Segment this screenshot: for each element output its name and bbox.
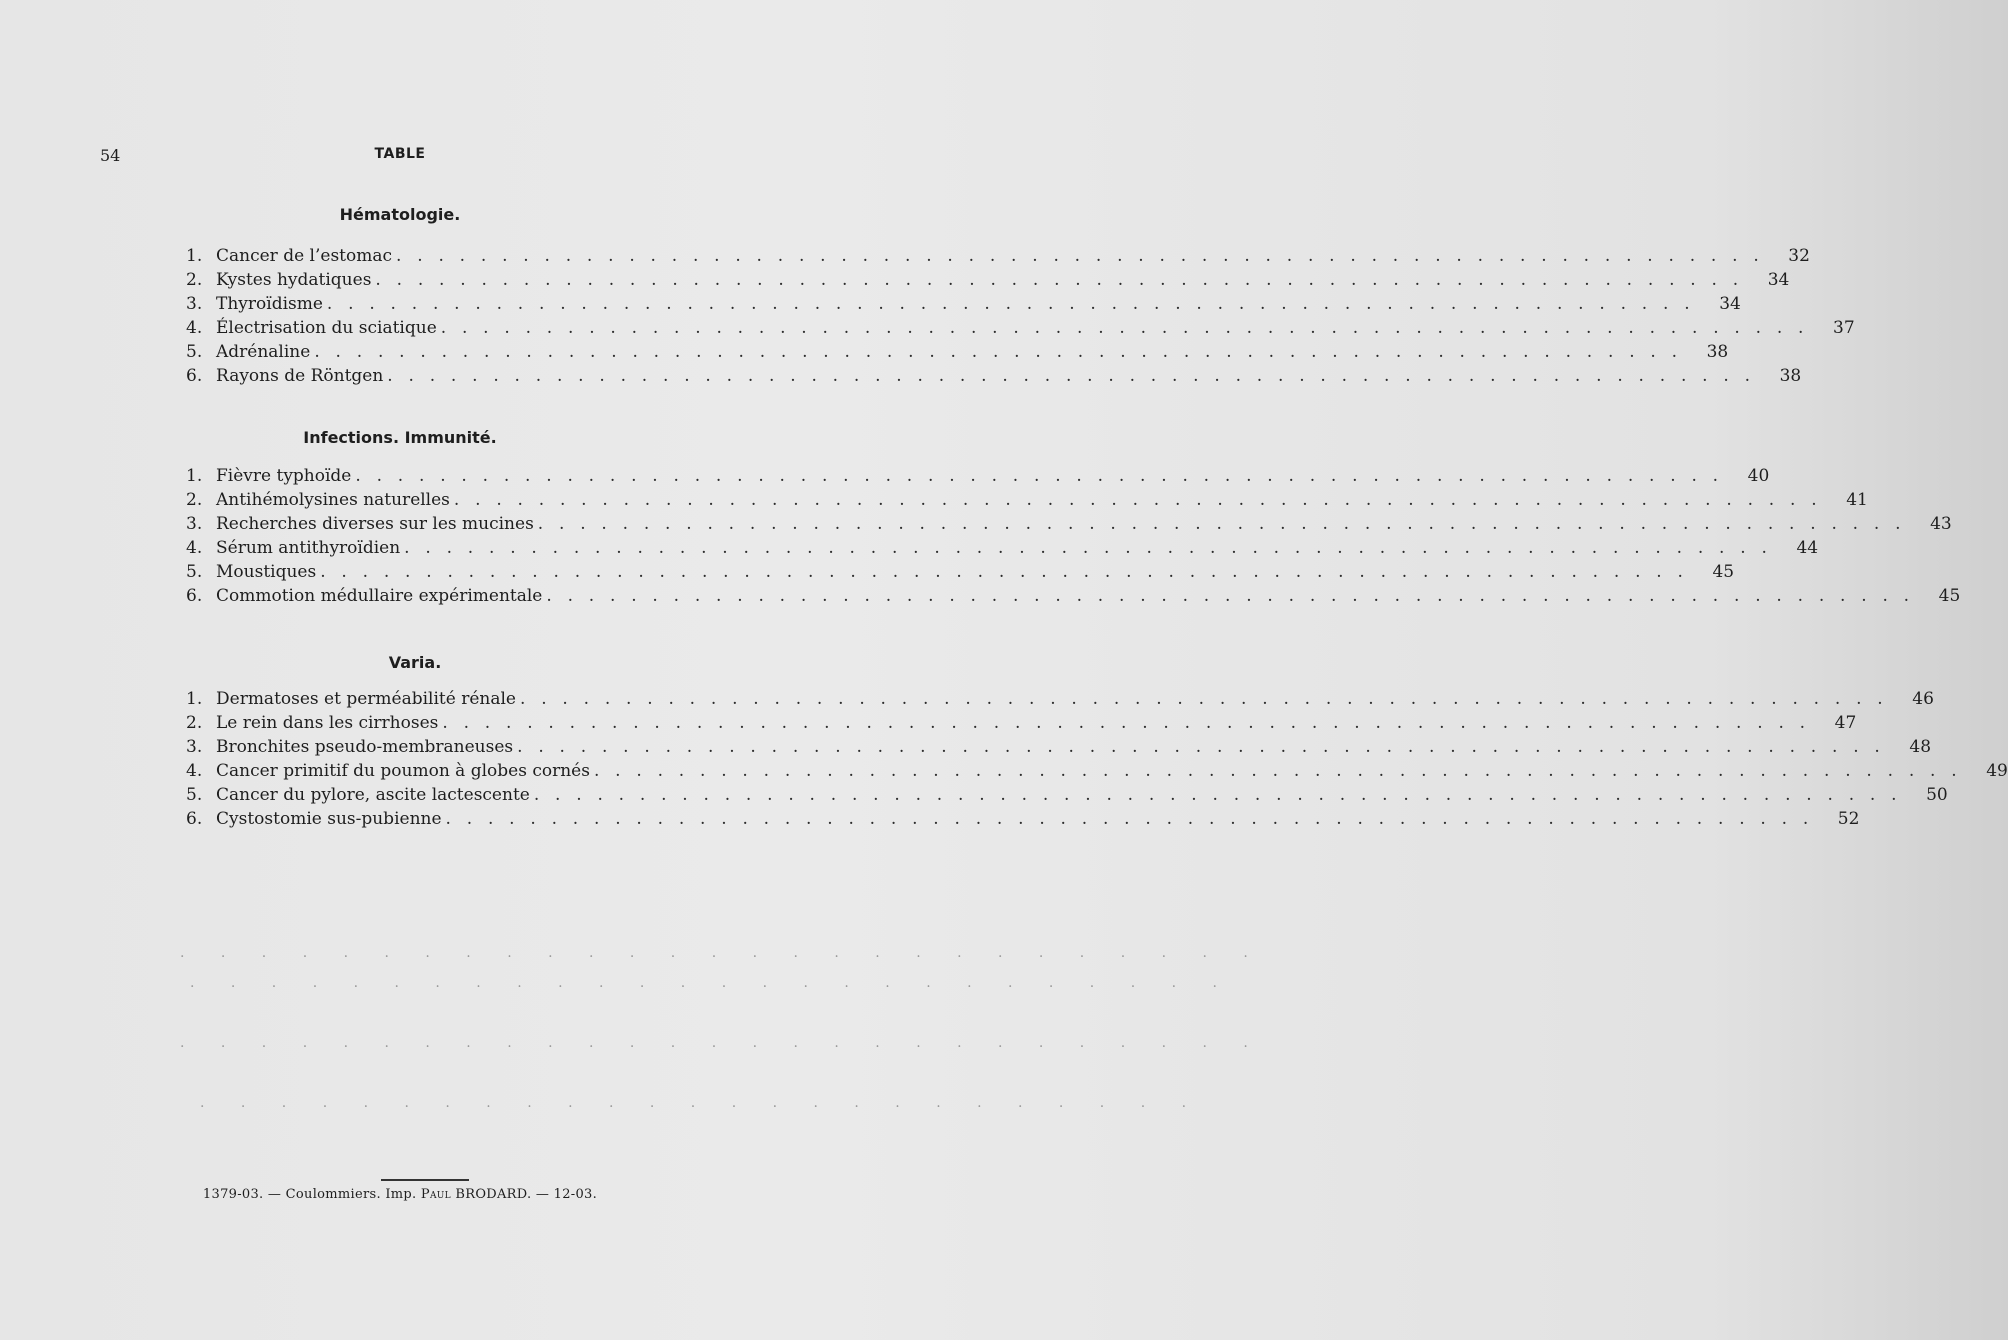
entry-page: 47 bbox=[1834, 713, 1857, 733]
entry-label: Rayons de Röntgen bbox=[216, 366, 384, 386]
entry-number: 4. bbox=[186, 761, 203, 781]
entry-number: 3. bbox=[186, 514, 203, 534]
entry-page: 45 bbox=[1938, 586, 1961, 606]
toc-entry[interactable] bbox=[186, 342, 1729, 366]
entry-page: 38 bbox=[1706, 342, 1729, 362]
toc-entry[interactable] bbox=[186, 246, 1810, 270]
toc-entry[interactable] bbox=[186, 809, 1860, 833]
entry-page: 34 bbox=[1767, 270, 1790, 290]
dot-leader bbox=[327, 294, 1695, 314]
toc-entry[interactable] bbox=[186, 466, 1770, 490]
entry-number: 2. bbox=[186, 490, 203, 510]
toc-entry[interactable] bbox=[186, 689, 1934, 713]
section-title-infections: Infections. Immunité. bbox=[303, 428, 497, 447]
entry-number: 3. bbox=[186, 737, 203, 757]
entry-label: Fièvre typhoïde bbox=[216, 466, 352, 486]
entry-number: 5. bbox=[186, 562, 203, 582]
dot-leader bbox=[446, 809, 1814, 829]
entry-label: Antihémolysines naturelles bbox=[216, 490, 450, 510]
entry-label: Dermatoses et perméabilité rénale bbox=[216, 689, 516, 709]
entry-page: 48 bbox=[1909, 737, 1932, 757]
dot-leader bbox=[314, 342, 1682, 362]
dot-leader bbox=[396, 246, 1764, 266]
toc-entry[interactable] bbox=[186, 586, 1961, 610]
entry-label: Cancer de l’estomac bbox=[216, 246, 393, 266]
entry-page: 38 bbox=[1779, 366, 1802, 386]
entry-page: 45 bbox=[1712, 562, 1735, 582]
entry-page: 43 bbox=[1930, 514, 1952, 534]
imprint-date: — 12-03. bbox=[535, 1187, 598, 1202]
bleed-through-dots: . . . . . . . . . . . . . . . . . . . . . . . . . . . bbox=[180, 1035, 1264, 1051]
entry-number: 1. bbox=[186, 466, 203, 486]
entry-label: Thyroïdisme bbox=[216, 294, 323, 314]
entry-number: 5. bbox=[186, 785, 203, 805]
dot-leader bbox=[320, 562, 1688, 582]
entry-number: 5. bbox=[186, 342, 203, 362]
entry-label: Le rein dans les cirrhoses bbox=[216, 713, 439, 733]
entry-label: Commotion médullaire expérimentale bbox=[216, 586, 543, 606]
dot-leader bbox=[441, 318, 1809, 338]
dot-leader bbox=[520, 689, 1888, 709]
entry-page: 46 bbox=[1912, 689, 1934, 709]
entry-number: 6. bbox=[186, 809, 203, 829]
toc-entry[interactable] bbox=[186, 366, 1802, 390]
entry-label: Moustiques bbox=[216, 562, 317, 582]
toc-entry[interactable] bbox=[186, 737, 1932, 761]
entry-page: 52 bbox=[1837, 809, 1860, 829]
entry-label: Sérum antithyroïdien bbox=[216, 538, 401, 558]
entry-page: 32 bbox=[1788, 246, 1810, 266]
entry-label: Cancer primitif du poumon à globes cornés bbox=[216, 761, 590, 781]
entry-number: 1. bbox=[186, 689, 203, 709]
dot-leader bbox=[454, 490, 1822, 510]
entry-number: 1. bbox=[186, 246, 203, 266]
dot-leader bbox=[517, 737, 1885, 757]
bleed-through-dots: . . . . . . . . . . . . . . . . . . . . . . . . . bbox=[200, 1095, 1203, 1111]
dot-leader bbox=[442, 713, 1810, 733]
entry-number: 6. bbox=[186, 366, 203, 386]
dot-leader bbox=[594, 761, 1962, 781]
toc-entry[interactable] bbox=[186, 270, 1790, 294]
entry-number: 6. bbox=[186, 586, 203, 606]
running-title: TABLE bbox=[374, 146, 426, 162]
toc-entry[interactable] bbox=[186, 761, 2008, 785]
entry-label: Cancer du pylore, ascite lactescente bbox=[216, 785, 530, 805]
entry-page: 50 bbox=[1926, 785, 1948, 805]
toc-entry[interactable] bbox=[186, 713, 1857, 737]
entry-label: Cystostomie sus-pubienne bbox=[216, 809, 442, 829]
page-number: 54 bbox=[100, 146, 121, 165]
entry-number: 4. bbox=[186, 318, 203, 338]
entry-number: 2. bbox=[186, 270, 203, 290]
entry-number: 2. bbox=[186, 713, 203, 733]
toc-entry[interactable] bbox=[186, 785, 1948, 809]
printer-imprint bbox=[0, 1187, 800, 1202]
section-title-varia: Varia. bbox=[388, 653, 442, 672]
entry-page: 41 bbox=[1846, 490, 1868, 510]
entry-label: Électrisation du sciatique bbox=[216, 318, 437, 338]
dot-leader bbox=[404, 538, 1772, 558]
imprint-printer-first: Paul bbox=[420, 1187, 451, 1202]
toc-entry[interactable] bbox=[186, 490, 1868, 514]
entry-label: Recherches diverses sur les mucines bbox=[216, 514, 534, 534]
entry-page: 34 bbox=[1719, 294, 1741, 314]
dot-leader bbox=[387, 366, 1755, 386]
toc-entry[interactable] bbox=[186, 514, 1952, 538]
entry-label: Adrénaline bbox=[216, 342, 311, 362]
dot-leader bbox=[355, 466, 1723, 486]
dot-leader bbox=[375, 270, 1743, 290]
dot-leader bbox=[546, 586, 1914, 606]
section-title-hematologie: Hématologie. bbox=[339, 205, 461, 224]
bleed-through-dots: . . . . . . . . . . . . . . . . . . . . . . . . . . . bbox=[180, 945, 1264, 961]
toc-entry[interactable] bbox=[186, 294, 1741, 318]
toc-entry[interactable] bbox=[186, 318, 1855, 342]
imprint-dash: — bbox=[267, 1187, 282, 1202]
entry-number: 4. bbox=[186, 538, 203, 558]
entry-page: 49 bbox=[1986, 761, 2008, 781]
imprint-place: Coulommiers. Imp. bbox=[285, 1187, 417, 1202]
entry-number: 3. bbox=[186, 294, 203, 314]
footer-rule bbox=[381, 1179, 469, 1181]
toc-entry[interactable] bbox=[186, 538, 1819, 562]
dot-leader bbox=[538, 514, 1906, 534]
bleed-through-dots: . . . . . . . . . . . . . . . . . . . . . . . . . . bbox=[190, 975, 1233, 991]
toc-entry[interactable] bbox=[186, 562, 1735, 586]
entry-label: Kystes hydatiques bbox=[216, 270, 372, 290]
entry-label: Bronchites pseudo-membraneuses bbox=[216, 737, 514, 757]
dot-leader bbox=[534, 785, 1902, 805]
entry-page: 37 bbox=[1833, 318, 1855, 338]
imprint-printer-last: BRODARD. bbox=[455, 1187, 532, 1202]
entry-page: 40 bbox=[1747, 466, 1770, 486]
entry-page: 44 bbox=[1796, 538, 1819, 558]
imprint-code: 1379-03. bbox=[202, 1187, 264, 1202]
